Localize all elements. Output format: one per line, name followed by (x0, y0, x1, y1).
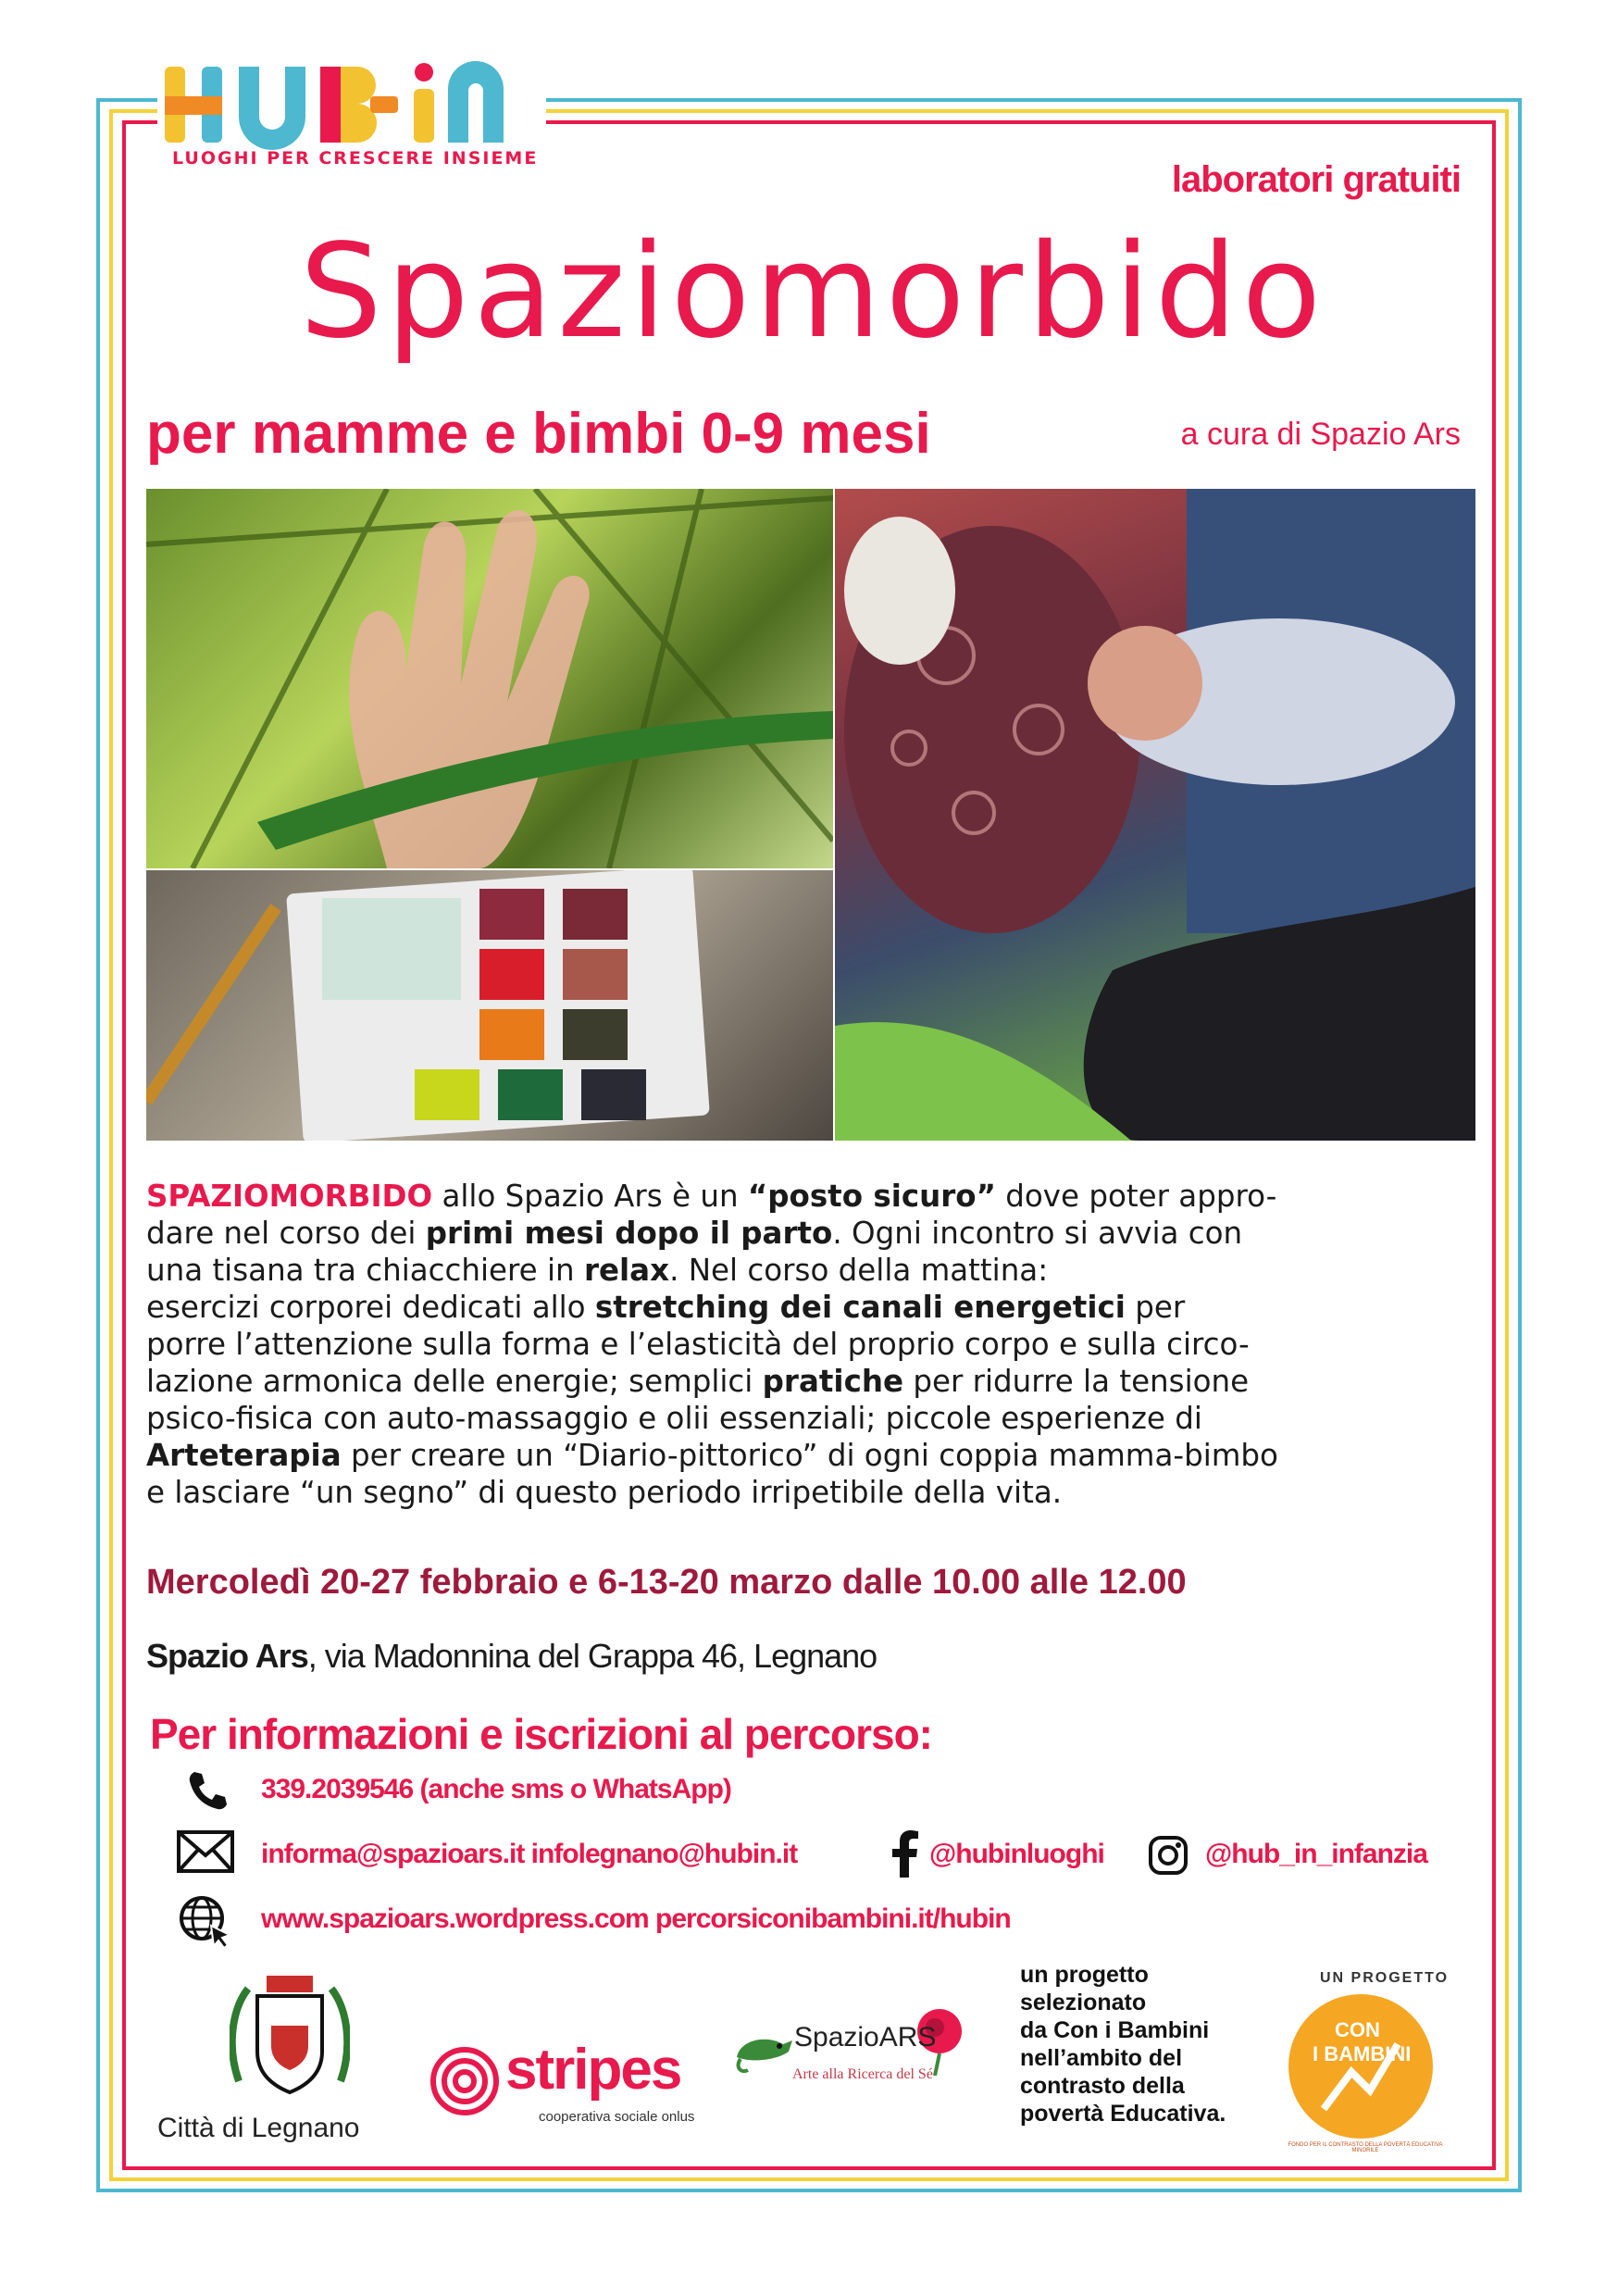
watercolor-palette-photo (146, 870, 833, 1141)
text-line: psico-fisica con auto-massaggio e olii essenziali; piccole esperienze di (146, 1401, 1202, 1436)
con-i-bambini-ring-text: FONDO PER IL CONTRASTO DELLA POVERTÀ EDUCATIVA MINORILE (1288, 2142, 1443, 2153)
text-line: porre l’attenzione sulla forma e l’elasticità del proprio corpo e sulla circo- (146, 1327, 1250, 1362)
spazio-ars-logo (731, 2002, 981, 2122)
hand-with-leaves-photo (146, 489, 833, 868)
project-note-line: selezionato (1020, 1990, 1147, 2015)
text-run: per (1125, 1290, 1186, 1325)
text-run: dare nel corso dei (146, 1216, 426, 1251)
stripes-name: stripes (505, 2038, 681, 2102)
citta-di-legnano-crest-icon (230, 1970, 350, 2109)
stripes-swirl-icon (428, 2044, 502, 2118)
text-run: . Ogni incontro si avvia con (832, 1216, 1243, 1251)
spazio-ars-name: SpazioARS (794, 2022, 937, 2053)
text-bold: pratiche (762, 1364, 904, 1399)
con-i-bambini-top-label: UN PROGETTO (1320, 1970, 1450, 1986)
instagram-icon (1148, 1835, 1189, 1876)
text-bold: “posto sicuro” (747, 1179, 996, 1214)
con-i-bambini-logo (1268, 1970, 1453, 2155)
text-run: dove poter appro- (995, 1179, 1277, 1214)
event-dates: Mercoledì 20-27 febbraio e 6-13-20 marzo dalle 10.00 alle 12.00 (146, 1563, 1187, 1602)
facebook-handle[interactable]: @hubinluoghi (929, 1839, 1104, 1869)
text-run: . Nel corso della mattina: (669, 1253, 1049, 1288)
phone-number[interactable]: 339.2039546 (anche sms o WhatsApp) (261, 1774, 731, 1804)
free-workshops-tag: laboratori gratuiti (1171, 159, 1461, 200)
text-line: e lasciare “un segno” di questo periodo irripetibile della vita. (146, 1475, 1063, 1510)
location-address: , via Madonnina del Grappa 46, Legnano (307, 1637, 877, 1675)
stripes-cooperative-logo (428, 2016, 705, 2146)
project-note-line: un progetto (1020, 1962, 1149, 1988)
hub-in-logo-mark (165, 59, 535, 152)
hub-in-logo (157, 59, 546, 168)
facebook-icon (890, 1829, 918, 1878)
instagram-handle[interactable]: @hub_in_infanzia (1205, 1839, 1427, 1869)
text-run: esercizi corporei dedicati allo (146, 1290, 595, 1325)
con-i-bambini-name-2: I BAMBINI (1313, 2042, 1412, 2065)
spazio-ars-tagline: Arte alla Ricerca del Sé (792, 2066, 933, 2082)
text-run: lazione armonica delle energie; semplici (146, 1364, 763, 1399)
phone-icon (185, 1768, 228, 1811)
con-i-bambini-name-1: CON (1335, 2018, 1380, 2041)
text-bold: primi mesi dopo il parto (425, 1216, 833, 1251)
text-run: per ridurre la tensione (903, 1364, 1250, 1399)
text-bold: stretching dei canali energetici (594, 1290, 1126, 1325)
email-addresses[interactable]: informa@spazioars.it infolegnano@hubin.it (261, 1839, 798, 1869)
stripes-subtitle: cooperativa sociale onlus (539, 2109, 695, 2125)
event-location (146, 1637, 877, 1676)
text-run: allo Spazio Ars è un (432, 1179, 748, 1214)
chameleon-icon (731, 2020, 796, 2076)
location-name: Spazio Ars (146, 1637, 308, 1675)
text-run: per creare un “Diario-pittorico” di ogni coppia mamma-bimbo (341, 1438, 1278, 1473)
website-links[interactable]: www.spazioars.wordpress.com percorsiconibambini.it/hubin (261, 1903, 1011, 1934)
project-note-line: nell’ambito del (1020, 2045, 1183, 2071)
project-note-line: da Con i Bambini (1020, 2017, 1210, 2043)
text-run: una tisana tra chiacchiere in (146, 1253, 584, 1288)
page-title: Spaziomorbido (299, 217, 1326, 368)
project-note-line: povertà Educativa. (1020, 2101, 1226, 2127)
text-bold: relax (583, 1253, 670, 1288)
info-heading: Per informazioni e iscrizioni al percorso: (150, 1710, 933, 1758)
mother-breastfeeding-photo (835, 489, 1475, 1141)
web-globe-icon (178, 1894, 233, 1950)
text-bold: Arteterapia (146, 1438, 342, 1473)
description-paragraph (146, 1178, 1475, 1511)
project-note-line: contrasto della (1020, 2073, 1185, 2099)
program-name-highlight: SPAZIOMORBIDO (146, 1179, 433, 1214)
citta-di-legnano-label: Città di Legnano (157, 2113, 360, 2143)
page-subtitle: per mamme e bimbi 0-9 mesi (146, 402, 931, 466)
hub-in-tagline: LUOGHI PER CRESCERE INSIEME (172, 148, 539, 168)
curated-by-note: a cura di Spazio Ars (1180, 417, 1461, 452)
project-note (1020, 1961, 1226, 2128)
email-icon (176, 1829, 235, 1874)
